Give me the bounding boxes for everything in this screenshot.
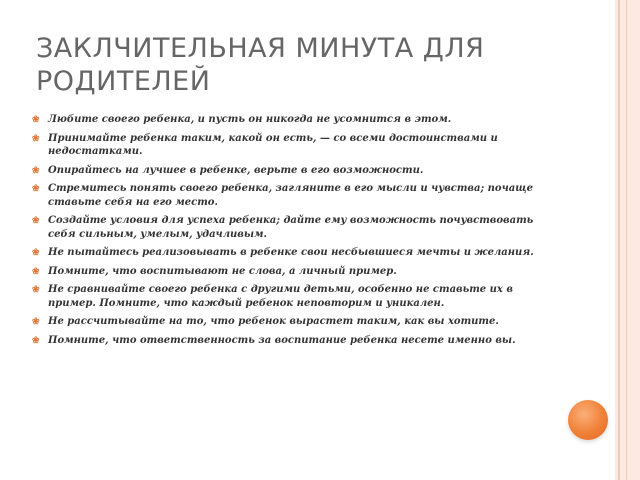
slide-title: ЗАКЛЧИТЕЛЬНАЯ МИНУТА ДЛЯ РОДИТЕЛЕЙ: [36, 33, 485, 97]
list-item-text: Стремитесь понять своего ребенка, загляните в его мысли и чувства; почаще ставьте себя на его место.: [48, 183, 533, 208]
list-item-text: Помните, что ответственность за воспитание ребенка несете именно вы.: [48, 334, 516, 346]
list-item-text: Не пытайтесь реализовывать в ребенке свои несбывшиеся мечты и желания.: [48, 247, 534, 258]
list-item: [32, 182, 562, 209]
list-item-text: Любите своего ребенка, и пусть он никогда не усомнится в этом.: [48, 114, 452, 125]
list-item-text: Не сравнивайте своего ребенка с другими детьми, особенно не ставьте их в пример. Помните, что каждый ребенок неповторим и уникален.: [48, 284, 513, 309]
list-item: [32, 113, 562, 127]
list-item: [32, 283, 562, 310]
list-item: [32, 265, 562, 279]
decorative-side-line: [618, 0, 620, 480]
list-item-text: Помните, что воспитывают не слова, а личный пример.: [48, 265, 397, 277]
list-item: [32, 315, 562, 329]
flower-bullet-icon: ❀: [32, 133, 40, 144]
flower-bullet-icon: ❀: [32, 335, 40, 346]
flower-bullet-icon: ❀: [32, 266, 40, 277]
list-item: [32, 164, 562, 178]
decorative-side-line-thin: [626, 0, 627, 480]
list-item: [32, 334, 562, 348]
flower-bullet-icon: ❀: [32, 285, 40, 295]
flower-bullet-icon: ❀: [32, 248, 40, 258]
list-item-text: Создайте условия для успеха ребенка; дайте ему возможность почувствовать себя сильным, умелым, удачливым.: [48, 215, 534, 240]
flower-bullet-icon: ❀: [32, 165, 40, 176]
list-item: [32, 246, 562, 260]
list-item: [32, 214, 562, 241]
flower-bullet-icon: ❀: [32, 115, 40, 125]
flower-bullet-icon: ❀: [32, 184, 40, 194]
bullet-list: [32, 113, 562, 352]
list-item-text: Опирайтесь на лучшее в ребенке, верьте в его возможности.: [48, 164, 424, 176]
list-item: [32, 132, 562, 159]
list-item-text: Принимайте ребенка таким, какой он есть, — со всеми достоинствами и недостатками.: [48, 132, 498, 157]
orange-circle-decoration: [568, 400, 608, 440]
list-item-text: Не рассчитывайте на то, что ребенок вырастет таким, как вы хотите.: [48, 316, 499, 327]
flower-bullet-icon: ❀: [32, 317, 40, 327]
flower-bullet-icon: ❀: [32, 216, 40, 226]
